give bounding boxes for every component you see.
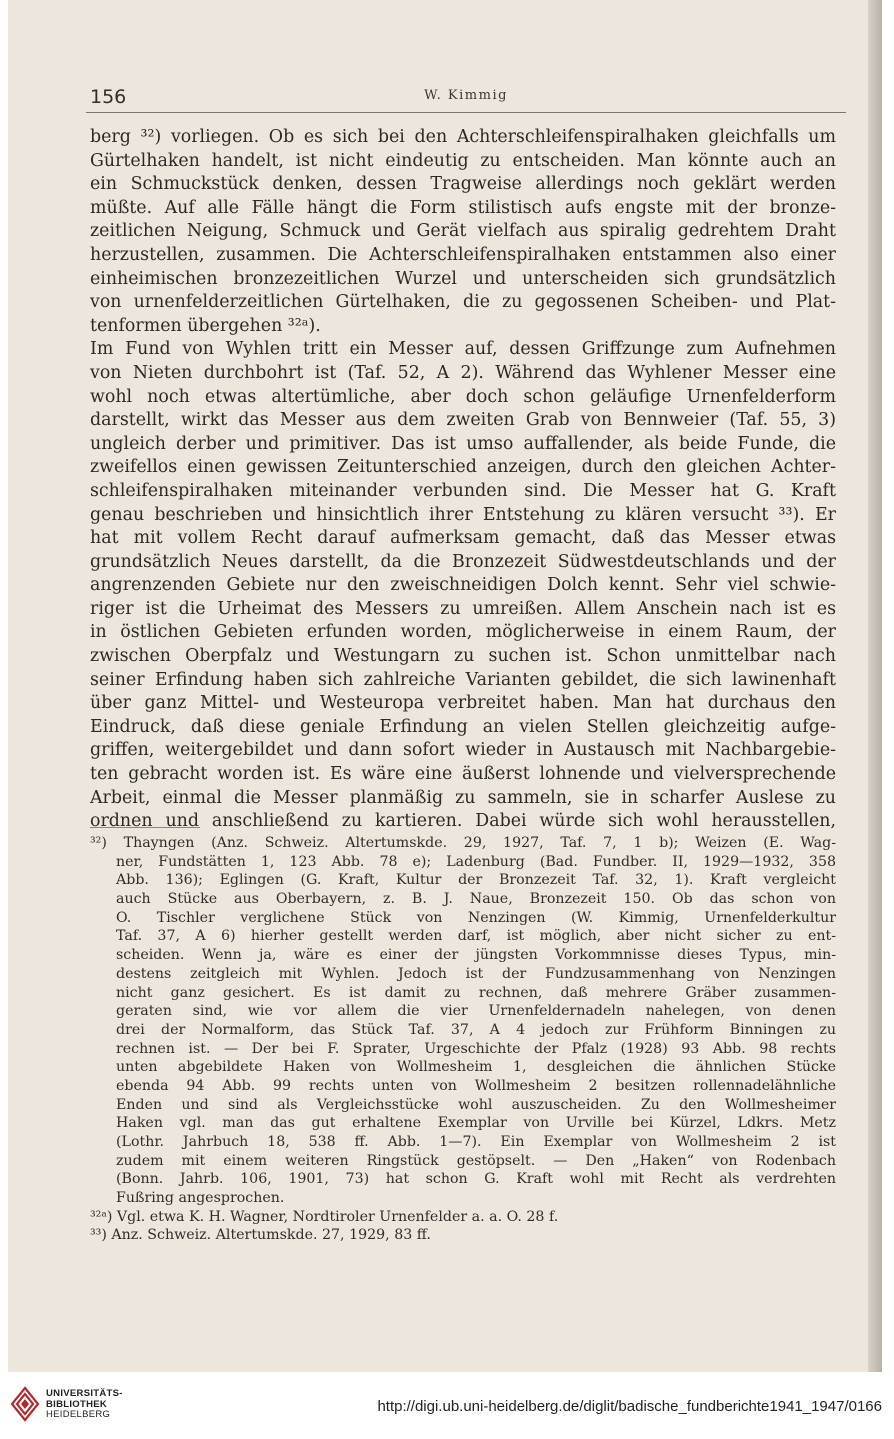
- footnote-line: geraten sind, wie vor allem die vier Urnenfeldernadeln nahelegen, von denen: [116, 1003, 836, 1020]
- text-line: angrenzenden Gebiete nur den zweischneidigen Dolch kennt. Sehr viel schwie-: [90, 575, 836, 596]
- footnote-line: ³³) Anz. Schweiz. Altertumskde. 27, 1929, 83 ff.: [90, 1227, 431, 1244]
- footnote-line: (Lothr. Jahrbuch 18, 538 ff. Abb. 1—7). Ein Exemplar von Wollmesheim 2 ist: [116, 1134, 836, 1150]
- text-line: Im Fund von Wyhlen tritt ein Messer auf, dessen Griffzunge zum Aufnehmen: [90, 339, 836, 360]
- library-name-line2: BIBLIOTHEK: [46, 1398, 108, 1410]
- footnote-line: rechnen ist. — Der bei F. Sprater, Urgeschichte der Pfalz (1928) 93 Abb. 98 rechts: [116, 1040, 836, 1057]
- text-line: ungleich derber und primitiver. Das ist umso auffallender, als beide Funde, die: [90, 433, 836, 454]
- footnote-line: auch Stücke aus Oberbayern, z. B. J. Naue, Bronzezeit 150. Ob das schon von: [116, 891, 836, 908]
- text-line: in östlichen Gebieten erfunden worden, möglicherweise in einem Raum, der: [90, 622, 836, 643]
- footnote-line: ³²) Thayngen (Anz. Schweiz. Altertumskde. 29, 1927, Taf. 7, 1 b); Weizen (E. Wag-: [90, 835, 836, 851]
- library-name: [46, 1389, 123, 1421]
- footnote-line: O. Tischler verglichene Stück von Nenzingen (W. Kimmig, Urnenfelderkultur: [116, 909, 836, 926]
- footnote-line: drei der Normalform, das Stück Taf. 37, A 4 jedoch zur Frühform Binningen zu: [116, 1021, 836, 1038]
- footnote-line: Taf. 37, A 6) hierher gestellt werden darf, ist möglich, aber nicht sicher zu ent-: [116, 928, 836, 945]
- text-line: ordnen und anschließend zu kartieren. Dabei würde sich wohl herausstellen,: [90, 811, 836, 832]
- text-line: tenformen übergehen ³²ᵃ).: [90, 315, 321, 336]
- footnote-line: ebenda 94 Abb. 99 rechts unten von Wollmesheim 2 besitzen rollennadelähnliche: [116, 1077, 836, 1094]
- text-line: hat mit vollem Recht darauf aufmerksam gemacht, daß das Messer etwas: [90, 528, 836, 549]
- text-line: ein Schmuckstück denken, dessen Tragweise allerdings noch geklärt werden: [90, 174, 836, 195]
- text-line: grundsätzlich Neues darstellt, da die Bronzezeit Südwestdeutschlands und der: [90, 551, 836, 572]
- footnotes: [90, 834, 836, 1245]
- footnote-line: (Bonn. Jahrb. 106, 1901, 73) hat schon G. Kraft wohl mit Recht als verdrehten: [116, 1171, 836, 1188]
- text-line: über ganz Mittel- und Westeuropa verbreitet haben. Man hat durchaus den: [90, 693, 836, 714]
- viewer-footer: [0, 1372, 894, 1439]
- library-name-line1: UNIVERSITÄTS-: [46, 1388, 123, 1399]
- library-name-line3: HEIDELBERG: [46, 1409, 111, 1420]
- text-line: Gürtelhaken handelt, ist nicht eindeutig zu entscheiden. Man könnte auch an: [90, 150, 836, 171]
- running-title: W. Kimmig: [424, 88, 508, 103]
- text-line: genau beschrieben und hinsichtlich ihrer Entstehung zu klären versucht ³³). Er: [90, 504, 836, 525]
- page-edge-shadow: [868, 0, 882, 1372]
- footnote-line: ner, Fundstätten 1, 123 Abb. 78 e); Ladenburg (Bad. Fundber. II, 1929—1932, 358: [116, 853, 836, 870]
- text-line: von urnenfelderzeitlichen Gürtelhaken, die zu gegossenen Scheiben- und Plat-: [90, 292, 836, 313]
- text-line: riger ist die Urheimat des Messers zu umreißen. Allem Anschein nach ist es: [90, 598, 836, 619]
- text-line: zwischen Oberpfalz und Westungarn zu suchen ist. Schon unmittelbar nach: [90, 646, 836, 667]
- running-header: [86, 86, 846, 113]
- text-line: darstellt, wirkt das Messer aus dem zweiten Grab von Bennweier (Taf. 55, 3): [90, 410, 836, 431]
- text-line: griffen, weitergebildet und dann sofort wieder in Austausch mit Nachbargebie-: [90, 740, 836, 761]
- source-url-link[interactable]: http://digi.ub.uni-heidelberg.de/diglit/badische_fundberichte1941_1947/0166: [377, 1398, 882, 1415]
- university-library-logo-icon: [10, 1386, 40, 1422]
- text-line: schleifenspiralhaken miteinander verbunden sind. Die Messer hat G. Kraft: [90, 480, 836, 501]
- text-line: berg ³²) vorliegen. Ob es sich bei den Achterschleifenspiralhaken gleichfalls um: [90, 127, 836, 147]
- footnote-line: unten abgebildete Haken von Wollmesheim 1, desgleichen die ähnlichen Stücke: [116, 1059, 836, 1076]
- footnote-line: Fußring angesprochen.: [116, 1190, 285, 1207]
- text-line: müßte. Auf alle Fälle hängt die Form stilistisch aufs engste mit der bronze-: [90, 197, 836, 218]
- scanned-page: [8, 0, 882, 1372]
- footnote-separator: [90, 827, 200, 828]
- footnote-line: nicht ganz gesichert. Es ist damit zu rechnen, daß mehrere Gräber zusammen-: [116, 984, 836, 1001]
- text-line: Eindruck, daß diese geniale Erfindung an vielen Stellen gleichzeitig aufge-: [90, 716, 836, 737]
- text-line: zweifellos einen gewissen Zeitunterschied anzeigen, durch den gleichen Achter-: [90, 457, 836, 478]
- text-line: Arbeit, einmal die Messer planmäßig zu sammeln, sie in scharfer Auslese zu: [90, 787, 836, 808]
- text-line: ten gebracht worden ist. Es wäre eine äußerst lohnende und vielversprechende: [90, 764, 836, 785]
- text-line: zeitlichen Neigung, Schmuck und Gerät vielfach aus spiralig gedrehtem Draht: [90, 221, 836, 242]
- page-number: 156: [90, 86, 127, 108]
- footnote-line: zudem mit einem weiteren Ringstück gestöpselt. — Den „Haken“ von Rodenbach: [116, 1152, 836, 1169]
- footnote-line: destens zeitgleich mit Wyhlen. Jedoch ist der Fundzusammenhang von Nenzingen: [116, 965, 836, 982]
- main-text: [90, 126, 836, 834]
- text-line: seiner Erfindung haben sich zahlreiche Varianten gebildet, die sich lawinenhaft: [90, 669, 836, 690]
- footnote-line: Haken vgl. man das gut erhaltene Exemplar von Urville bei Kürzel, Ldkrs. Metz: [116, 1115, 836, 1132]
- text-line: wohl noch etwas altertümliche, aber doch schon geläufige Urnenfelderform: [90, 386, 836, 407]
- footnote-line: Enden und sind als Vergleichsstücke wohl auszuscheiden. Zu den Wollmesheimer: [116, 1096, 836, 1113]
- footnote-line: Abb. 136); Eglingen (G. Kraft, Kultur der Bronzezeit Taf. 32, 1). Kraft vergleicht: [116, 872, 836, 889]
- text-line: herzustellen, zusammen. Die Achterschleifenspiralhaken entstammen also einer: [90, 244, 836, 265]
- footnote-line: ³²ᵃ) Vgl. etwa K. H. Wagner, Nordtiroler Urnenfelder a. a. O. 28 f.: [90, 1208, 559, 1225]
- footnote-line: scheiden. Wenn ja, wäre es einer der jüngsten Vorkommnisse dieses Typus, min-: [116, 947, 836, 964]
- text-line: von Nieten durchbohrt ist (Taf. 52, A 2). Während das Wyhlener Messer eine: [90, 362, 836, 383]
- text-line: einheimischen bronzezeitlichen Wurzel und unterscheiden sich grundsätzlich: [90, 268, 836, 289]
